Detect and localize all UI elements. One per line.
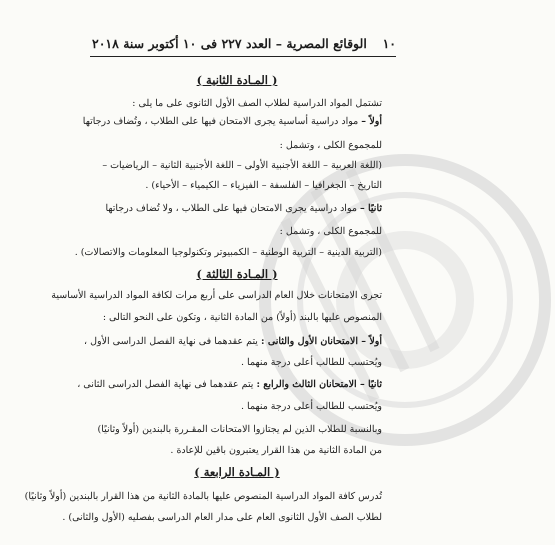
exam-3-4-label: ثانيًا – الامتحانان الثالث والرابع : [256, 379, 382, 390]
article-3-exam-3-4-cont: ويُحتسب للطالب أعلى درجة منهما . [241, 401, 382, 412]
article-2-heading: ( المـادة الثانية ) [196, 73, 278, 87]
page-header [92, 34, 396, 52]
article-2-intro: تشتمل المواد الدراسية لطلاب الصف الأول الثانوى على ما يلى : [132, 98, 382, 109]
article-3-p2: المنصوص عليها بالبند (أولاً) من المادة الثانية ، وتكون على النحو التالى : [102, 312, 382, 323]
first-text: مواد دراسية أساسية يجرى الامتحان فيها على الطلاب ، وتُضاف درجاتها [82, 116, 359, 127]
first-label: أولاً – [361, 116, 382, 127]
article-2-second-item [92, 203, 382, 215]
article-4-p1: تُدرس كافة المواد الدراسية المنصوص عليها بالمادة الثانية من هذا القرار بالبندين (أولاً وثانيًا) [24, 491, 382, 502]
article-4-p2: لطلاب الصف الأول الثانوى العام على مدار العام الدراسى بفصليه (الأول والثانى) . [62, 512, 382, 523]
article-3-exam-3-4 [77, 379, 382, 391]
article-3-p1: تجرى الامتحانات خلال العام الدراسى على أربع مرات لكافة المواد الدراسية الأساسية [51, 290, 382, 301]
header-rule [90, 56, 396, 57]
article-3-heading: ( المـادة الثالثة ) [196, 267, 278, 281]
gazette-title: الوقائع المصرية – العدد ٢٢٧ فى ١٠ أكتوبر سنة ٢٠١٨ [92, 35, 367, 51]
article-3-note-1: وبالنسبة للطلاب الذين لم يجتازوا الامتحانات المقـررة بالبندين (أولاً وثانيًا) [97, 424, 382, 435]
article-3-exam-1-2-cont: ويُحتسب للطالب أعلى درجة منهما . [241, 357, 382, 368]
exam-1-2-label: أولاً – الامتحانان الأول والثانى : [261, 336, 382, 347]
exam-1-2-text: يتم عقدهما فى نهاية الفصل الدراسى الأول ، [84, 336, 258, 347]
article-4-heading: ( المـادة الرابعة ) [194, 465, 280, 479]
article-3-note-2: من المادة الثانية من هذا القرار يعتبرون باقين للإعادة . [170, 445, 382, 456]
exam-3-4-text: يتم عقدهما فى نهاية الفصل الدراسى الثانى ، [77, 379, 254, 390]
article-2-first-cont: للمجموع الكلى ، وتشمل : [279, 140, 382, 151]
article-2-second-cont: للمجموع الكلى ، وتشمل : [279, 226, 382, 237]
second-label: ثانيًا – [359, 203, 382, 214]
article-2-first-item [82, 116, 382, 128]
article-2-second-subjects: (التربية الدينية – التربية الوطنية – الكمبيوتر وتكنولوجيا المعلومات والاتصالات) . [74, 247, 382, 258]
article-2-first-subjects-2: التاريخ – الجغرافيا – الفلسفة – الفيزياء – الكيمياء – الأحياء) . [145, 180, 382, 191]
page-number: ١٠ [382, 35, 396, 51]
article-2-first-subjects-1: (اللغة العربية – اللغة الأجنبية الأولى – اللغة الأجنبية الثانية – الرياضيات – [102, 160, 382, 171]
second-text: مواد دراسية يجرى الامتحان فيها على الطلاب ، ولا تُضاف درجاتها [105, 203, 357, 214]
article-3-exam-1-2 [84, 336, 382, 348]
